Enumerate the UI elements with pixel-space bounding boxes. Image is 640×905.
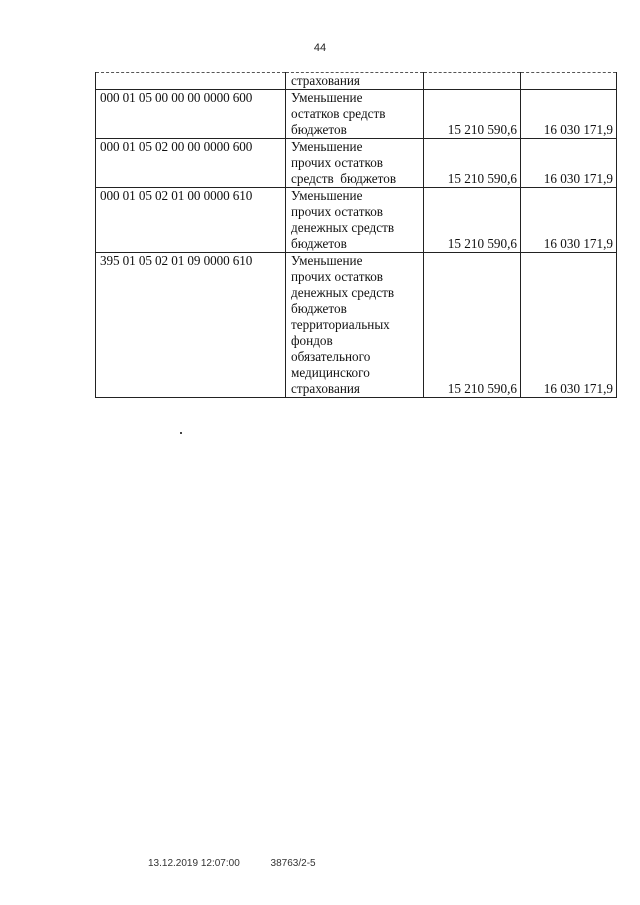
item-name-line: бюджетов	[291, 301, 347, 316]
amount-cell: 16 030 171,9	[521, 253, 617, 398]
amount-cell: 16 030 171,9	[521, 90, 617, 139]
table-row	[96, 73, 617, 90]
budget-code-cell: 395 01 05 02 01 09 0000 610	[96, 253, 286, 398]
item-name-line: прочих остатков	[291, 269, 384, 284]
item-name-line: средств бюджетов	[291, 171, 397, 186]
budget-code-cell	[96, 73, 286, 90]
budget-sources-table	[95, 72, 617, 398]
amount-cell	[424, 73, 521, 90]
table-row	[96, 188, 617, 253]
item-name-line: бюджетов	[291, 236, 347, 251]
item-name-line: фондов	[291, 333, 333, 348]
item-name-line: территориальных	[291, 317, 390, 332]
item-name-line: обязательного	[291, 349, 371, 364]
table-row	[96, 90, 617, 139]
scan-speck	[180, 432, 182, 434]
document-footer	[148, 858, 316, 869]
amount-cell: 15 210 590,6	[424, 139, 521, 188]
item-name-line: денежных средств	[291, 220, 395, 235]
page-number: 44	[313, 42, 327, 54]
amount-cell: 16 030 171,9	[521, 188, 617, 253]
footer-doc-id: 38763/2-5	[270, 858, 316, 869]
item-name-line: Уменьшение	[291, 139, 363, 154]
budget-code-cell: 000 01 05 02 01 00 0000 610	[96, 188, 286, 253]
footer-timestamp: 13.12.2019 12:07:00	[148, 858, 240, 869]
item-name-line: Уменьшение	[291, 188, 363, 203]
item-name-line: денежных средств	[291, 285, 395, 300]
table-row	[96, 253, 617, 398]
item-name-cell	[286, 188, 424, 253]
table-row	[96, 139, 617, 188]
amount-cell: 15 210 590,6	[424, 188, 521, 253]
item-name-line: Уменьшение	[291, 90, 363, 105]
item-name-line: прочих остатков	[291, 155, 384, 170]
amount-cell	[521, 73, 617, 90]
budget-code-cell: 000 01 05 00 00 00 0000 600	[96, 90, 286, 139]
item-name-cell	[286, 139, 424, 188]
item-name-line: бюджетов	[291, 122, 347, 137]
item-name-cell	[286, 73, 424, 90]
item-name-cell	[286, 90, 424, 139]
item-name-line: страхования	[291, 381, 360, 396]
amount-cell: 16 030 171,9	[521, 139, 617, 188]
item-name-line: Уменьшение	[291, 253, 363, 268]
item-name-cell	[286, 253, 424, 398]
item-name-line: медицинского	[291, 365, 370, 380]
budget-code-cell: 000 01 05 02 00 00 0000 600	[96, 139, 286, 188]
amount-cell: 15 210 590,6	[424, 253, 521, 398]
item-name-line: прочих остатков	[291, 204, 384, 219]
item-name-line: остатков средств	[291, 106, 386, 121]
amount-cell: 15 210 590,6	[424, 90, 521, 139]
item-name-line: страхования	[291, 73, 360, 88]
